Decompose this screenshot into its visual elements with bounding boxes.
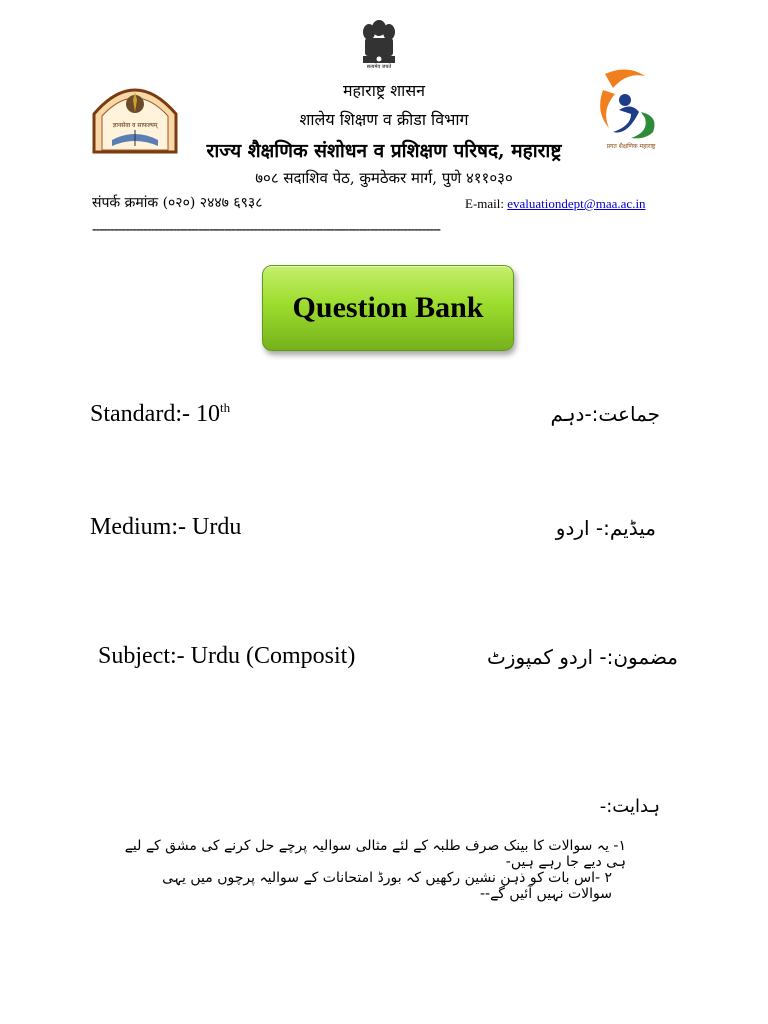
contact-number: संपर्क क्रमांक (०२०) २४४७ ६९३८: [92, 195, 263, 211]
subject-urdu: مضمون:- اردو کمپوزٹ: [486, 645, 678, 669]
email-line: [465, 196, 646, 212]
instructions-heading: ہدایت:-: [599, 796, 660, 817]
standard-label: [90, 400, 230, 428]
standard-sup: th: [219, 400, 231, 415]
right-logo-text: प्रगत शैक्षणिक महाराष्ट्र: [606, 143, 656, 150]
medium-urdu: میڈیم:- اردو: [555, 516, 656, 540]
standard-urdu: جماعت:-دہم: [550, 402, 660, 426]
council-name: राज्य शैक्षणिक संशोधन व प्रशिक्षण परिषद, महाराष्ट्र: [206, 140, 562, 162]
state-emblem: [359, 18, 399, 80]
instruction-item: ۲ -اس بات کو ذہن نشین رکھیں کہ بورڈ امتحانات کے سوالیہ پرچوں میں یہی سوالات نہیں آئیں گے--: [162, 870, 612, 902]
subject-label: Subject:- Urdu (Composit): [98, 643, 356, 669]
question-bank-title: Question Bank: [262, 265, 514, 351]
address: ७०८ सदाशिव पेठ, कुमठेकर मार्ग, पुणे ४११०३०: [255, 169, 513, 187]
govt-name: महाराष्ट्र शासन: [342, 81, 426, 100]
scert-logo-text: ज्ञानसेवा व साफल्यम्: [112, 122, 158, 129]
email-label: E-mail:: [465, 196, 504, 211]
separator-line: -----------------------------------------------------------------------------------------------: [92, 222, 440, 237]
medium-label: Medium:- Urdu: [90, 514, 242, 540]
department-name: शालेय शिक्षण व क्रीडा विभाग: [299, 110, 469, 129]
email-link[interactable]: evaluationdept@maa.ac.in: [507, 196, 646, 211]
instruction-item: ۱- یہ سوالات کا بینک صرف طلبہ کے لئے مثالی سوالیہ پرچے حل کرنے کی مشق کے لیے ہی دیے جا رہے ہیں-: [124, 838, 626, 870]
standard-text: Standard:- 10: [90, 401, 220, 427]
emblem-caption: सत्यमेव जयते: [366, 64, 392, 70]
